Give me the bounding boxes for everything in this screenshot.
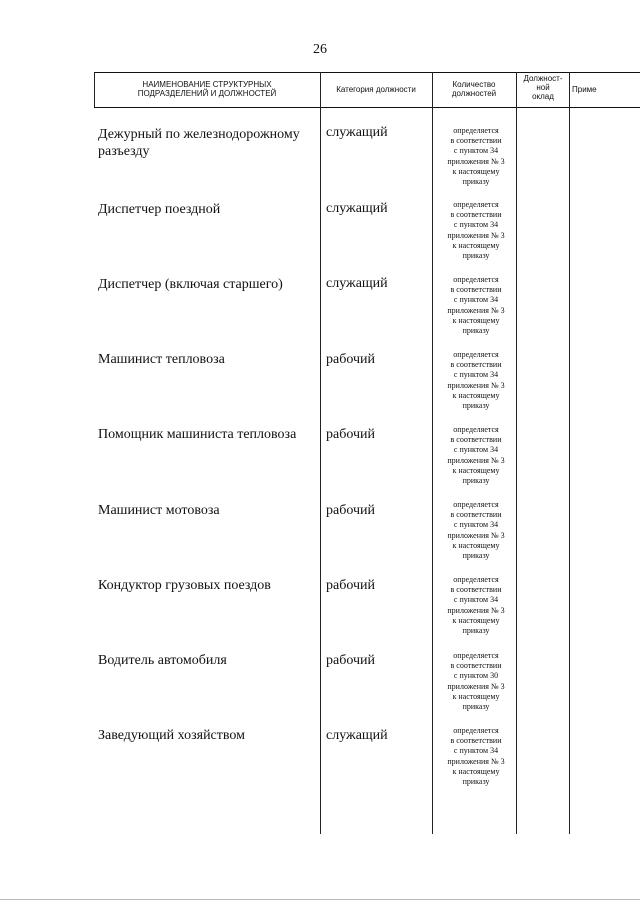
quantity-line: с пунктом 34 — [453, 370, 499, 380]
position-name-line: Машинист мотовоза — [98, 503, 220, 518]
quantity-line: с пунктом 34 — [453, 746, 499, 756]
header-salary-line-3: оклад — [532, 92, 554, 101]
header-salary-line-1: Должност- — [523, 74, 563, 83]
table-row-7-category: рабочий — [326, 578, 375, 593]
table-row-1-category: служащий — [326, 125, 388, 140]
table-header-top-rule — [94, 72, 640, 73]
quantity-line: приказу — [462, 476, 490, 486]
quantity-line: приложения № 3 — [447, 305, 505, 315]
quantity-line: приказу — [462, 251, 490, 261]
table-row-9-name — [98, 727, 320, 744]
quantity-line: приложения № 3 — [447, 530, 505, 540]
quantity-line: к настоящему — [452, 766, 500, 776]
table-row-2-name — [98, 201, 320, 218]
quantity-line: определяется — [453, 200, 499, 209]
page-number: 26 — [313, 42, 327, 57]
table-row-1-name — [98, 126, 320, 160]
quantity-line: в соответствии — [450, 435, 502, 445]
table-row-5-quantity — [436, 425, 516, 486]
column-divider-quantity-salary — [516, 72, 517, 834]
quantity-line: к настоящему — [452, 615, 500, 625]
table-row-8-category: рабочий — [326, 653, 375, 668]
quantity-line: приказу — [462, 777, 490, 787]
table-row-7-quantity — [436, 575, 516, 636]
table-row-7-name — [98, 577, 320, 594]
header-quantity-line-1: Количество — [452, 80, 496, 89]
quantity-line: с пунктом 34 — [453, 595, 499, 605]
table-row-3-category: служащий — [326, 276, 388, 291]
table-row-8-quantity — [436, 651, 516, 712]
quantity-line: с пунктом 34 — [453, 220, 499, 230]
table-row-9-category: служащий — [326, 728, 388, 743]
quantity-line: приказу — [462, 702, 490, 712]
quantity-line: в соответствии — [450, 285, 502, 295]
table-row-8-name — [98, 652, 320, 669]
quantity-line: к настоящему — [452, 540, 500, 550]
quantity-line: с пунктом 34 — [453, 520, 499, 530]
quantity-line: приказу — [462, 177, 490, 187]
quantity-line: с пунктом 30 — [453, 671, 499, 681]
table-row-6-quantity — [436, 500, 516, 561]
quantity-line: приложения № 3 — [447, 681, 505, 691]
column-divider-category-quantity — [432, 72, 433, 834]
table-row-4-category: рабочий — [326, 352, 375, 367]
table-row-2-category: служащий — [326, 201, 388, 216]
table-row-4-name — [98, 351, 320, 368]
quantity-line: в соответствии — [450, 661, 502, 671]
quantity-line: в соответствии — [450, 510, 502, 520]
quantity-line: приложения № 3 — [447, 156, 505, 166]
position-name-line: Помощник машиниста тепловоза — [98, 427, 297, 442]
header-name-column — [96, 80, 318, 98]
quantity-line: в соответствии — [450, 736, 502, 746]
header-quantity-column — [434, 80, 514, 98]
header-name-line-1: НАИМЕНОВАНИЕ СТРУКТУРНЫХ — [142, 80, 272, 89]
quantity-line: к настоящему — [452, 315, 500, 325]
quantity-line: определяется — [453, 126, 499, 135]
table-row-5-name — [98, 426, 320, 443]
position-name-line: Кондуктор грузовых поездов — [98, 578, 271, 593]
header-category-column — [322, 85, 430, 94]
table-row-4-quantity — [436, 350, 516, 411]
table-row-2-quantity — [436, 200, 516, 261]
quantity-line: определяется — [453, 575, 499, 584]
quantity-line: в соответствии — [450, 585, 502, 595]
table-row-1-quantity — [436, 126, 516, 187]
quantity-line: с пунктом 34 — [453, 146, 499, 156]
quantity-line: в соответствии — [450, 210, 502, 220]
header-salary-line-2: ной — [536, 83, 550, 92]
table-row-3-name — [98, 276, 320, 293]
quantity-line: в соответствии — [450, 360, 502, 370]
quantity-line: приложения № 3 — [447, 605, 505, 615]
position-name-line: Дежурный по железнодорожному — [98, 127, 300, 142]
quantity-line: в соответствии — [450, 136, 502, 146]
position-name-line: Диспетчер (включая старшего) — [98, 277, 283, 292]
table-row-5-category: рабочий — [326, 427, 375, 442]
header-salary-column — [518, 74, 568, 101]
quantity-line: приказу — [462, 551, 490, 561]
quantity-line: к настоящему — [452, 166, 500, 176]
header-note-column — [572, 85, 640, 94]
position-name-line: Водитель автомобиля — [98, 653, 227, 668]
scan-bottom-edge — [0, 899, 640, 900]
header-category-label: Категория должности — [336, 85, 416, 94]
column-divider-name-category — [320, 72, 321, 834]
position-name-line: Диспетчер поездной — [98, 202, 221, 217]
header-quantity-line-2: должностей — [451, 89, 497, 98]
table-row-6-name — [98, 502, 320, 519]
header-name-line-2: ПОДРАЗДЕЛЕНИЙ И ДОЛЖНОСТЕЙ — [137, 89, 277, 98]
quantity-line: определяется — [453, 651, 499, 660]
quantity-line: приложения № 3 — [447, 230, 505, 240]
table-header-bottom-rule — [94, 107, 640, 108]
table-row-9-quantity — [436, 726, 516, 787]
quantity-line: приложения № 3 — [447, 380, 505, 390]
position-name-line: Машинист тепловоза — [98, 352, 225, 367]
quantity-line: определяется — [453, 350, 499, 359]
table-row-6-category: рабочий — [326, 503, 375, 518]
quantity-line: к настоящему — [452, 465, 500, 475]
quantity-line: приказу — [462, 626, 490, 636]
quantity-line: определяется — [453, 500, 499, 509]
quantity-line: к настоящему — [452, 691, 500, 701]
quantity-line: приложения № 3 — [447, 756, 505, 766]
header-note-label: Приме — [572, 85, 597, 94]
quantity-line: определяется — [453, 726, 499, 735]
quantity-line: приказу — [462, 326, 490, 336]
quantity-line: определяется — [453, 425, 499, 434]
quantity-line: к настоящему — [452, 390, 500, 400]
quantity-line: к настоящему — [452, 240, 500, 250]
column-divider-salary-note — [569, 72, 570, 834]
quantity-line: с пунктом 34 — [453, 445, 499, 455]
quantity-line: приказу — [462, 401, 490, 411]
quantity-line: приложения № 3 — [447, 455, 505, 465]
quantity-line: с пунктом 34 — [453, 295, 499, 305]
quantity-line: определяется — [453, 275, 499, 284]
column-divider-left — [94, 72, 95, 107]
position-name-line: Заведующий хозяйством — [98, 728, 245, 743]
table-row-3-quantity — [436, 275, 516, 336]
position-name-line: разъезду — [98, 144, 150, 159]
